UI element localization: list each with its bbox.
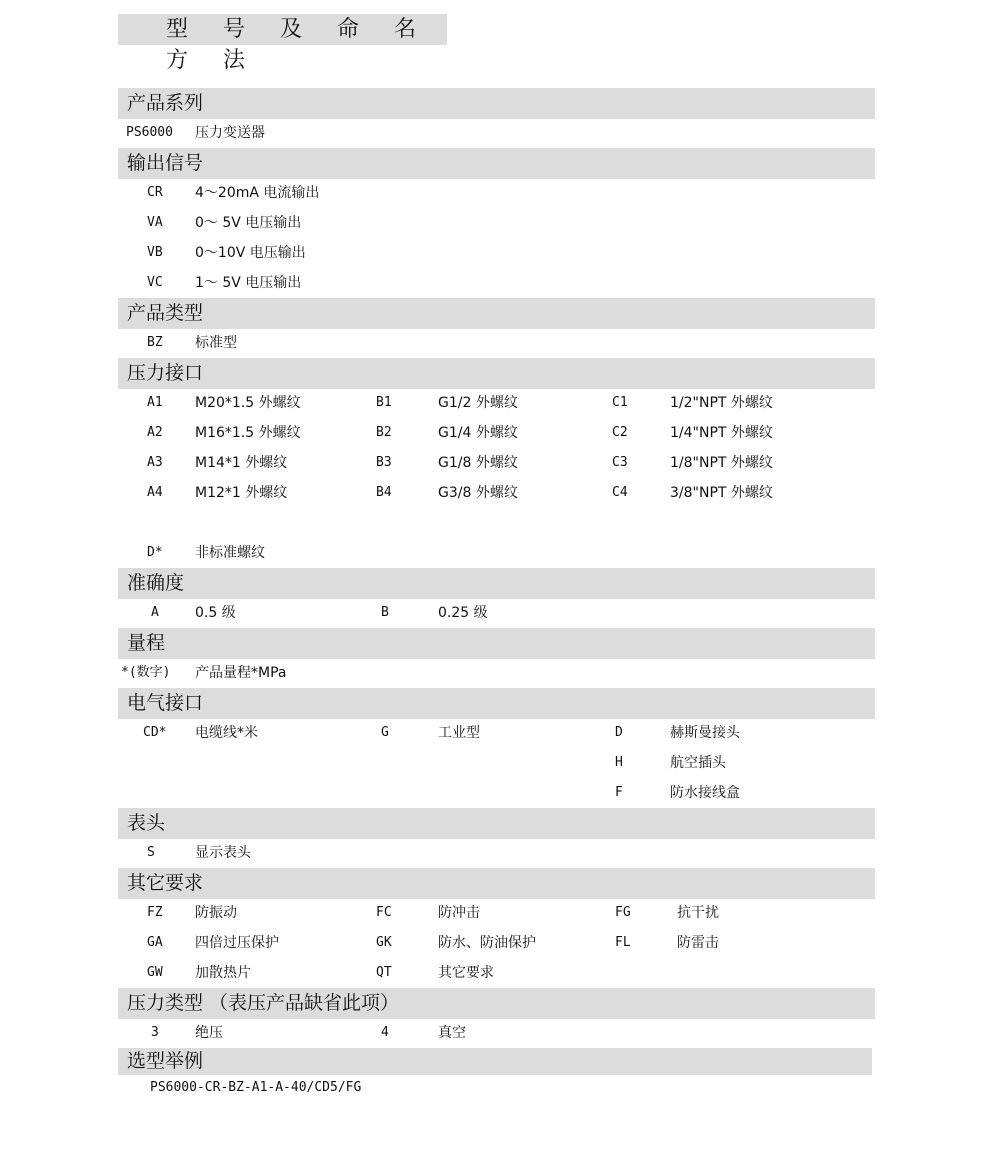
option-desc: 产品量程*MPa — [195, 665, 287, 681]
option-code: FL — [615, 935, 631, 950]
option-desc: 4～20mA 电流输出 — [195, 185, 320, 201]
section-header-pressure-type — [118, 988, 875, 1019]
option-code: *(数字) — [121, 665, 171, 680]
option-desc: M20*1.5 外螺纹 — [195, 395, 301, 411]
option-code: CR — [147, 185, 163, 200]
list-item — [118, 898, 875, 928]
option-code: 4 — [381, 1025, 389, 1040]
section-header-example — [118, 1048, 872, 1075]
option-desc: 0～ 5V 电压输出 — [195, 215, 302, 231]
list-item — [118, 118, 875, 148]
section-heading: 选型举例 — [127, 1050, 204, 1072]
option-code: C4 — [612, 485, 628, 500]
list-item — [118, 748, 875, 778]
option-code: F — [615, 785, 623, 800]
option-code: G — [381, 725, 389, 740]
list-item — [118, 718, 875, 748]
list-item — [118, 448, 875, 478]
option-code: B3 — [376, 455, 392, 470]
option-code: GK — [376, 935, 392, 950]
option-desc: 防水、防油保护 — [438, 935, 536, 951]
option-desc: 防冲击 — [438, 905, 480, 921]
list-item — [118, 658, 875, 688]
list-item — [118, 538, 875, 568]
option-code: B — [381, 605, 389, 620]
section-header-pressure-port — [118, 358, 875, 389]
option-code: D — [615, 725, 623, 740]
option-desc: 1/4"NPT 外螺纹 — [670, 425, 773, 441]
option-desc: 1/2"NPT 外螺纹 — [670, 395, 773, 411]
option-code: GA — [147, 935, 163, 950]
list-item — [118, 778, 875, 808]
option-code: QT — [376, 965, 392, 980]
option-code: B4 — [376, 485, 392, 500]
option-desc: 0～10V 电压输出 — [195, 245, 306, 261]
option-code: BZ — [147, 335, 163, 350]
option-desc: 1/8"NPT 外螺纹 — [670, 455, 773, 471]
option-desc: 0.25 级 — [438, 605, 488, 621]
option-code: C1 — [612, 395, 628, 410]
option-desc: 真空 — [438, 1025, 466, 1041]
section-header-range — [118, 628, 875, 659]
option-desc: 3/8"NPT 外螺纹 — [670, 485, 773, 501]
option-desc: 绝压 — [195, 1025, 223, 1041]
option-code: C3 — [612, 455, 628, 470]
option-code: A — [151, 605, 159, 620]
option-code: GW — [147, 965, 163, 980]
list-item — [118, 208, 875, 238]
section-heading: 压力类型 （表压产品缺省此项） — [127, 992, 400, 1014]
section-header-series — [118, 88, 875, 119]
option-desc: 标准型 — [195, 335, 237, 351]
option-code: H — [615, 755, 623, 770]
option-desc: 压力变送器 — [195, 125, 265, 141]
example-row — [118, 1073, 875, 1103]
list-item — [118, 238, 875, 268]
option-code: VB — [147, 245, 163, 260]
option-desc: 防雷击 — [677, 935, 719, 951]
option-code: A4 — [147, 485, 163, 500]
section-header-type — [118, 298, 875, 329]
section-heading: 表头 — [127, 812, 166, 834]
list-item — [118, 178, 875, 208]
section-heading: 电气接口 — [127, 692, 204, 714]
option-desc: 四倍过压保护 — [195, 935, 279, 951]
option-code: A2 — [147, 425, 163, 440]
section-header-meter — [118, 808, 875, 839]
option-code: 3 — [151, 1025, 159, 1040]
option-code: FZ — [147, 905, 163, 920]
list-item — [118, 268, 875, 298]
section-heading: 准确度 — [127, 572, 185, 594]
option-desc: G1/8 外螺纹 — [438, 455, 518, 471]
option-desc: G1/2 外螺纹 — [438, 395, 518, 411]
option-desc: 其它要求 — [438, 965, 494, 981]
list-item — [118, 928, 875, 958]
option-code: S — [147, 845, 155, 860]
option-desc: 1～ 5V 电压输出 — [195, 275, 302, 291]
list-item — [118, 328, 875, 358]
option-desc: 电缆线*米 — [195, 725, 258, 741]
section-heading: 压力接口 — [127, 362, 204, 384]
option-code: PS6000 — [126, 125, 173, 140]
option-desc: 加散热片 — [195, 965, 251, 981]
option-desc: G1/4 外螺纹 — [438, 425, 518, 441]
list-item — [118, 1018, 875, 1048]
section-header-output — [118, 148, 875, 179]
option-code: B2 — [376, 425, 392, 440]
option-code: D* — [147, 545, 163, 560]
section-heading: 产品类型 — [127, 302, 204, 324]
list-item — [118, 388, 875, 418]
section-heading: 量程 — [127, 632, 166, 654]
option-code: C2 — [612, 425, 628, 440]
section-heading: 产品系列 — [127, 92, 204, 114]
option-desc: 非标准螺纹 — [195, 545, 265, 561]
page-title: 型 号 及 命 名 方 法 — [118, 14, 447, 45]
option-desc: M12*1 外螺纹 — [195, 485, 288, 501]
option-desc: M14*1 外螺纹 — [195, 455, 288, 471]
option-desc: 防振动 — [195, 905, 237, 921]
option-code: A1 — [147, 395, 163, 410]
option-code: B1 — [376, 395, 392, 410]
option-code: FC — [376, 905, 392, 920]
option-code: VC — [147, 275, 163, 290]
section-heading: 其它要求 — [127, 872, 204, 894]
option-desc: 航空插头 — [670, 755, 726, 771]
option-desc: M16*1.5 外螺纹 — [195, 425, 301, 441]
list-item — [118, 418, 875, 448]
option-code: FG — [615, 905, 631, 920]
option-desc: G3/8 外螺纹 — [438, 485, 518, 501]
section-header-accuracy — [118, 568, 875, 599]
option-code: A3 — [147, 455, 163, 470]
option-desc: 抗干扰 — [677, 905, 719, 921]
list-item — [118, 598, 875, 628]
option-desc: 防水接线盒 — [670, 785, 740, 801]
option-desc: 显示表头 — [195, 845, 251, 861]
section-heading: 输出信号 — [127, 152, 204, 174]
option-desc: 赫斯曼接头 — [670, 725, 740, 741]
option-desc: 0.5 级 — [195, 605, 236, 621]
option-code: CD* — [143, 725, 167, 740]
section-header-other — [118, 868, 875, 899]
list-item — [118, 838, 875, 868]
list-item — [118, 958, 875, 988]
list-item — [118, 478, 875, 508]
section-header-electrical — [118, 688, 875, 719]
option-code: VA — [147, 215, 163, 230]
example-model-code: PS6000-CR-BZ-A1-A-40/CD5/FG — [150, 1080, 362, 1095]
option-desc: 工业型 — [438, 725, 480, 741]
